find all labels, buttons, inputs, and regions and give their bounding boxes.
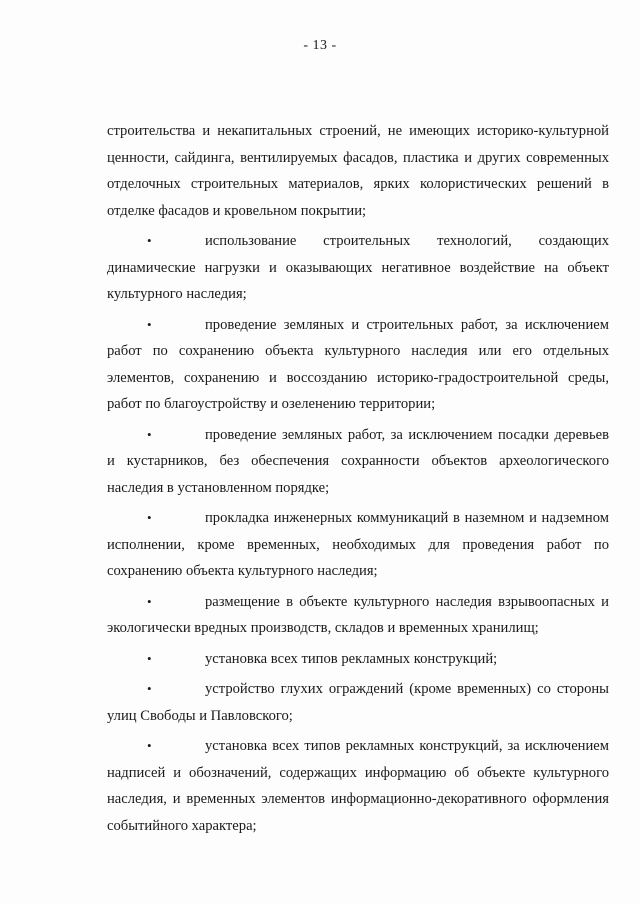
bullet-item (107, 589, 609, 642)
bullet-icon: • (147, 426, 152, 442)
bullet-text: установка всех типов рекламных конструкций; (205, 650, 498, 667)
bullet-item (107, 422, 609, 502)
bullet-text: прокладка инженерных коммуникаций в наземном и надземном исполнении, кроме временных, необходимых для проведения работ по сохранению объекта культурного наследия; (107, 510, 609, 579)
bullet-item (107, 733, 609, 839)
intro-paragraph: строительства и некапитальных строений, не имеющих историко-культурной ценности, сайдинга, вентилируемых фасадов, пластика и других современных отделочных строительных материалов, ярких колористических решений в отделке фасадов и кровельном покрытии; (107, 123, 609, 219)
bullet-text: проведение земляных и строительных работ, за исключением работ по сохранению объекта культурного наследия или его отдельных элементов, сохранению и воссозданию историко-градостроительной среды, работ по благоустройству и озеленению территории; (107, 316, 609, 412)
bullet-icon: • (147, 510, 152, 525)
bullet-item (107, 312, 609, 418)
bullet-item (107, 505, 609, 585)
bullet-text: использование строительных технологий, создающих динамические нагрузки и оказывающих негативное воздействие на объект культурного наследия; (107, 233, 609, 302)
page-number: - 13 - (303, 38, 337, 53)
document-body (107, 118, 609, 839)
bullet-icon: • (147, 738, 152, 753)
bullet-item (107, 228, 609, 308)
bullet-icon: • (147, 316, 152, 332)
bullet-text: устройство глухих ограждений (кроме временных) со стороны улиц Свободы и Павловского; (107, 681, 609, 724)
bullet-item (107, 646, 609, 673)
bullet-text: размещение в объекте культурного наследия взрывоопасных и экологически вредных производств, складов и временных хранилищ; (107, 593, 609, 636)
bullet-icon: • (147, 593, 152, 609)
bullet-icon: • (147, 233, 152, 248)
bullet-item (107, 676, 609, 729)
bullet-text: проведение земляных работ, за исключением посадки деревьев и кустарников, без обеспечения сохранности объектов археологического наследия в установленном порядке; (107, 426, 609, 496)
bullet-icon: • (147, 650, 152, 666)
bullet-icon: • (147, 681, 152, 696)
bullet-text: установка всех типов рекламных конструкций, за исключением надписей и обозначений, содержащих информацию об объекте культурного наследия, и временных элементов информационно-декоративного оформления событийного характера; (107, 738, 609, 834)
